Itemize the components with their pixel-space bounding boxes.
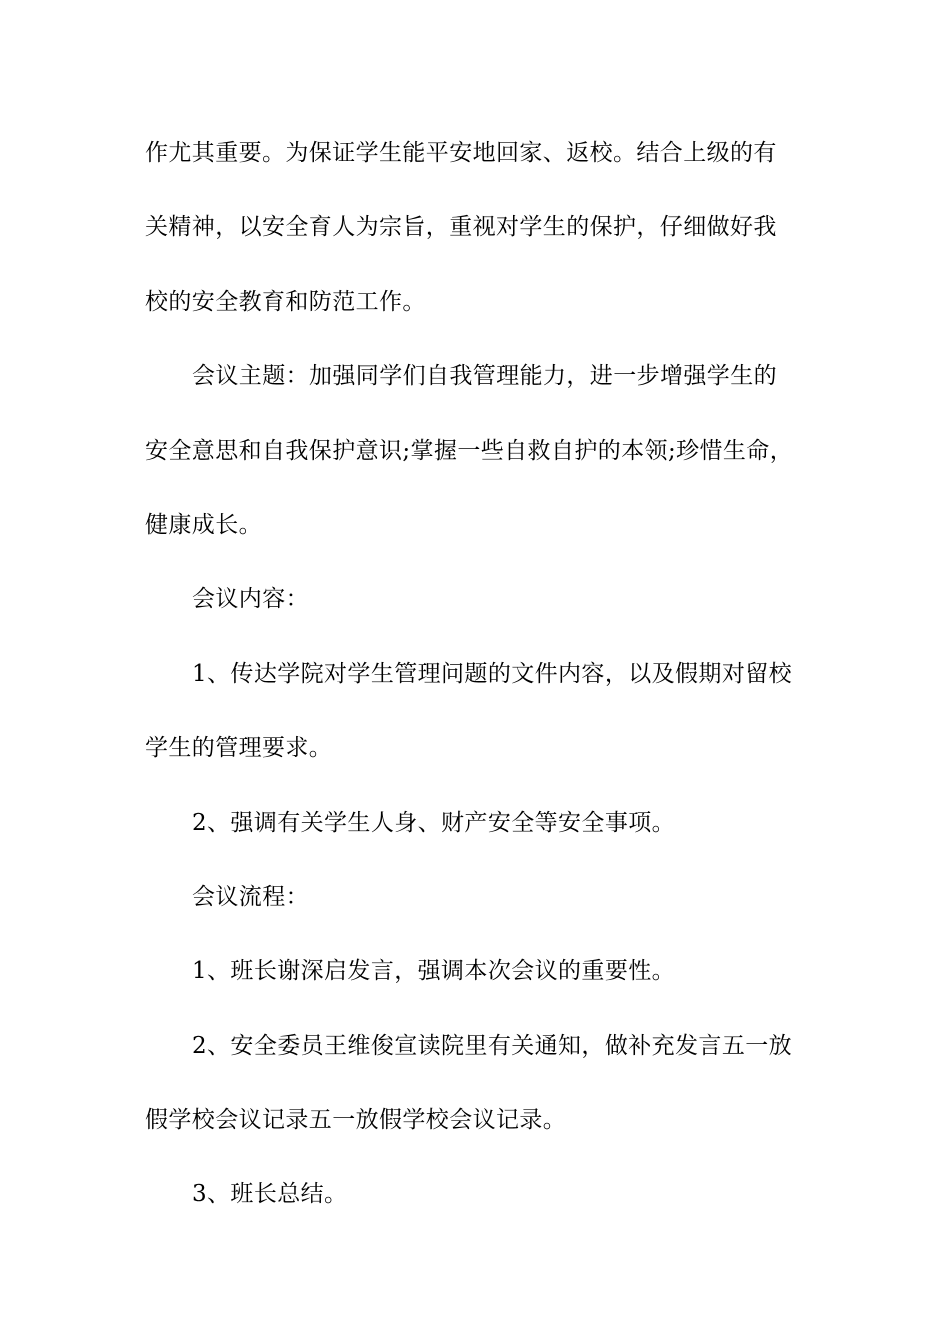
meeting-theme-line-1: 会议主题：加强同学们自我管理能力，进一步增强学生的	[192, 363, 777, 390]
process-item-3: 3、班长总结。	[192, 1181, 348, 1208]
content-item-1-line-2: 学生的管理要求。	[145, 735, 333, 762]
body-line-3: 校的安全教育和防范工作。	[145, 288, 426, 315]
process-item-1: 1、班长谢深启发言，强调本次会议的重要性。	[192, 958, 676, 985]
body-line-1: 作尤其重要。为保证学生能平安地回家、返校。结合上级的有	[145, 140, 777, 166]
process-item-2-line-2: 假学校会议记录五一放假学校会议记录。	[145, 1107, 567, 1134]
content-item-1-line-1: 1、传达学院对学生管理问题的文件内容，以及假期对留校	[192, 660, 793, 687]
content-item-2: 2、强调有关学生人身、财产安全等安全事项。	[192, 809, 676, 836]
document-body	[145, 127, 810, 1243]
meeting-content-heading: 会议内容：	[192, 586, 309, 613]
meeting-theme-line-2: 安全意思和自我保护意识;掌握一些自救自护的本领;珍惜生命，	[145, 437, 794, 464]
body-line-2: 关精神，以安全育人为宗旨，重视对学生的保护，仔细做好我	[145, 214, 777, 241]
meeting-theme-line-3: 健康成长。	[145, 511, 262, 538]
process-item-2-line-1: 2、安全委员王维俊宣读院里有关通知，做补充发言五一放	[192, 1032, 793, 1059]
meeting-process-heading: 会议流程：	[192, 883, 309, 910]
